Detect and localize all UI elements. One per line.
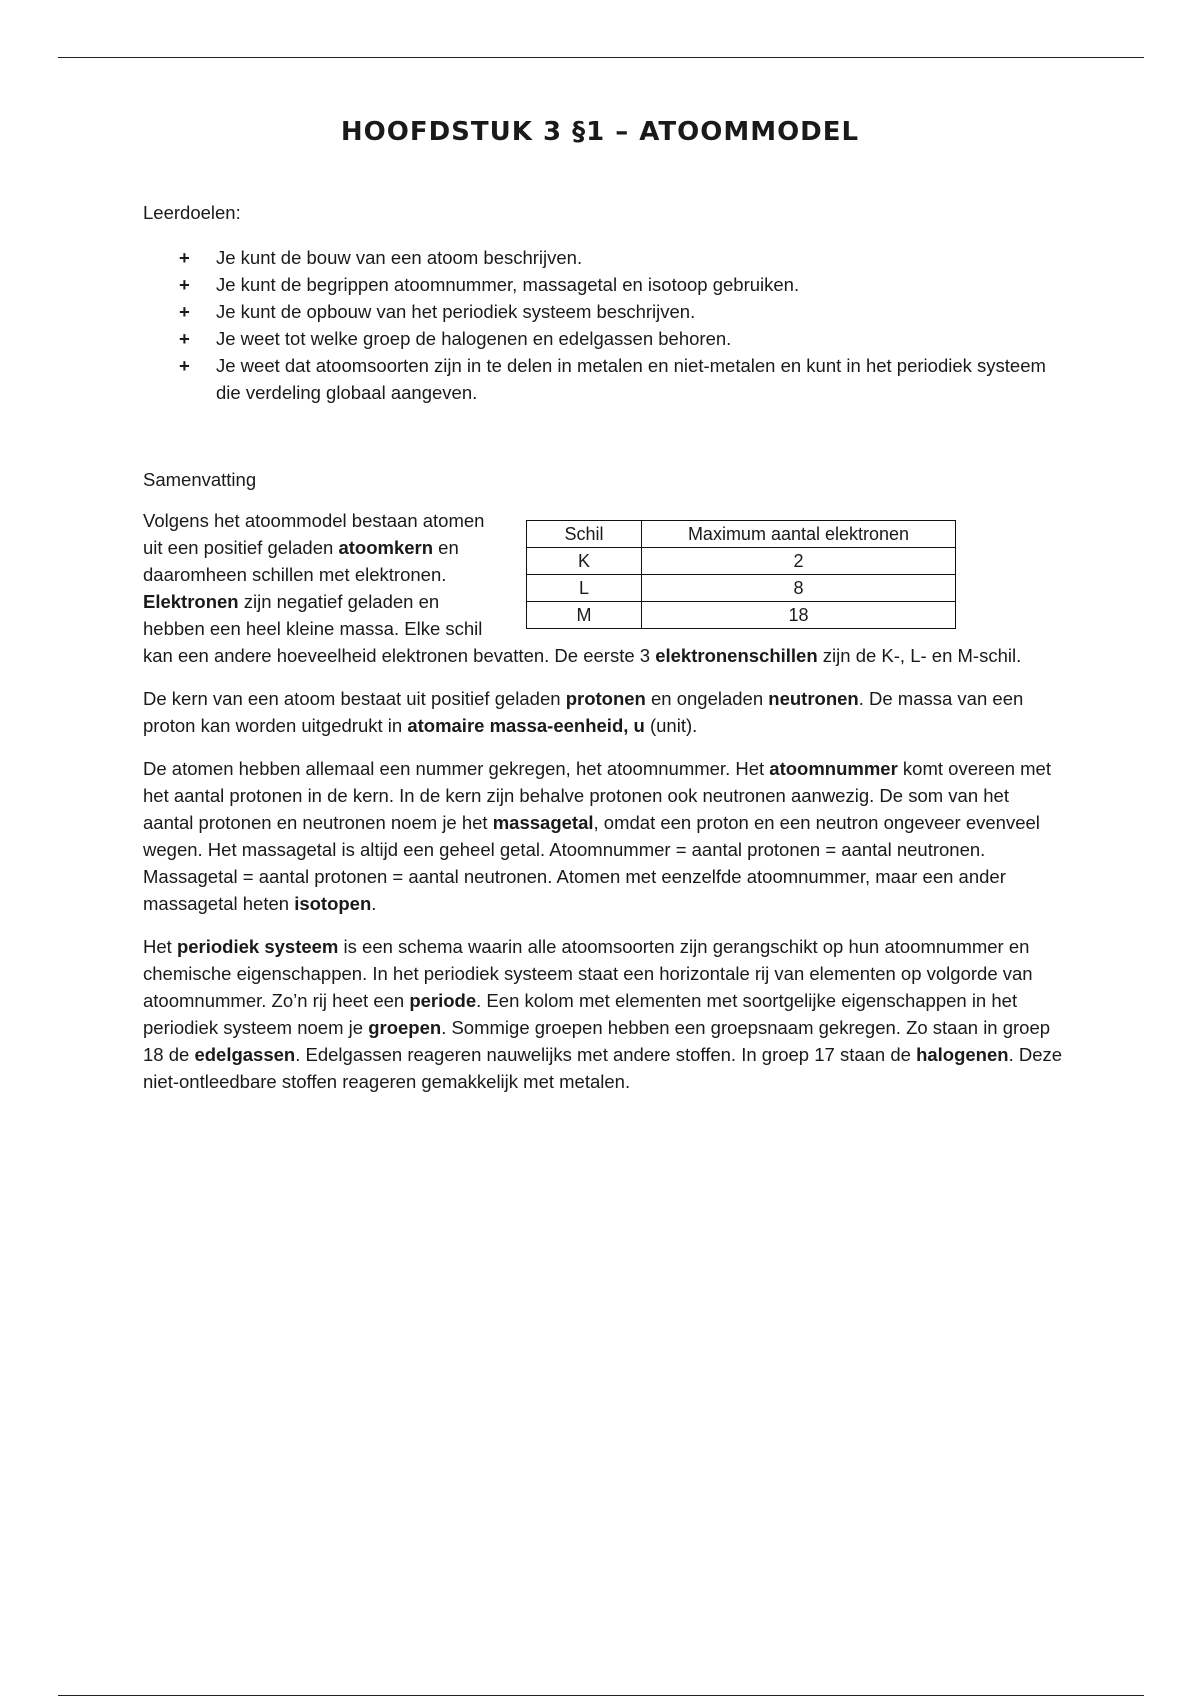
table-row: [527, 602, 956, 629]
paragraph-nucleus: De kern van een atoom bestaat uit positief geladen protonen en ongeladen neutronen. De massa van een proton kan worden uitgedrukt in atomaire massa-eenheid, u (unit).: [143, 688, 1024, 736]
electron-shell-table: [526, 520, 956, 629]
term-isotopen: isotopen: [294, 893, 372, 914]
table-cell: M: [527, 602, 642, 629]
plus-bullet-icon: +: [179, 328, 190, 349]
table-cell: K: [527, 548, 642, 575]
term-atoomnummer: atoomnummer: [769, 758, 898, 779]
table-header-cell: Schil: [527, 521, 642, 548]
page-title: HOOFDSTUK 3 §1 – ATOOMMODEL: [340, 117, 860, 147]
term-protonen: protonen: [565, 688, 646, 709]
paragraph-periodiek-systeem: Het periodiek systeem is een schema waarin alle atoomsoorten zijn gerangschikt op hun atoomnummer en chemische eigenschappen. In het periodiek systeem staat een horizontale rij van elementen op volgorde van atoomnummer. Zo’n rij heet een periode. Een kolom met elementen met soortgelijke eigenschappen in het periodiek systeem noem je groepen. Sommige groepen hebben een groepsnaam gekregen. Zo staan in groep 18 de edelgassen. Edelgassen reageren nauwelijks met andere stoffen. In groep 17 staan de halogenen. Deze niet-ontleedbare stoffen reageren gemakkelijk met metalen.: [143, 936, 1063, 1092]
top-rule: [58, 57, 1144, 58]
table-cell: 8: [642, 575, 956, 602]
table-row: [527, 548, 956, 575]
goals-heading: Leerdoelen:: [143, 202, 241, 223]
term-massagetal: massagetal: [492, 812, 594, 833]
list-item: + Je weet dat atoomsoorten zijn in te delen in metalen en niet-metalen en kunt in het periodiek systeem die verdeling globaal aangeven.: [143, 352, 1063, 406]
term-elektronenschillen: elektronenschillen: [655, 645, 818, 666]
list-item: + Je kunt de bouw van een atoom beschrijven.: [143, 244, 1063, 271]
paragraph-atoomnummer: De atomen hebben allemaal een nummer gekregen, het atoomnummer. Het atoomnummer komt overeen met het aantal protonen in de kern. In de kern zijn behalve protonen ook neutronen aanwezig. De som van het aantal protonen en neutronen noem je het massagetal, omdat een proton en een neutron ongeveer evenveel wegen. Het massagetal is altijd een geheel getal. Atoomnummer = aantal protonen = aantal neutronen. Massagetal = aantal protonen = aantal neutronen. Atomen met eenzelfde atoomnummer, maar een ander massagetal heten isotopen.: [143, 758, 1051, 914]
term-groepen: groepen: [368, 1017, 442, 1038]
term-periode: periode: [409, 990, 477, 1011]
plus-bullet-icon: +: [179, 274, 190, 295]
list-item: + Je kunt de opbouw van het periodiek systeem beschrijven.: [143, 298, 1063, 325]
document-body: [143, 199, 1063, 1095]
table-cell: L: [527, 575, 642, 602]
table-header-cell: Maximum aantal elektronen: [642, 521, 956, 548]
summary-heading: Samenvatting: [143, 469, 257, 490]
plus-bullet-icon: +: [179, 355, 190, 376]
table-row: [527, 575, 956, 602]
term-atoomkern: atoomkern: [338, 537, 434, 558]
intro-paragraph: Schil Maximum aantal elektronen K 2 L 8 M 18 Volgens het atoommodel bestaan atomen uit een positief geladen atoomkern en daaromheen schillen met elektronen. Elektronen zijn negatief geladen en hebben een heel kleine massa. Elke schil kan een andere hoeveelheid elektronen bevatten. De eerste 3 elektronenschillen zijn de K-, L- en M-schil.: [143, 510, 1022, 666]
plus-bullet-icon: +: [179, 247, 190, 268]
term-halogenen: halogenen: [916, 1044, 1009, 1065]
term-elektronen: Elektronen: [143, 591, 239, 612]
bottom-rule: [58, 1695, 1144, 1696]
plus-bullet-icon: +: [179, 301, 190, 322]
table-cell: 18: [642, 602, 956, 629]
table-cell: 2: [642, 548, 956, 575]
table-header-row: [527, 521, 956, 548]
term-neutronen: neutronen: [768, 688, 859, 709]
term-atomaire-massa-eenheid: atomaire massa-eenheid, u: [407, 715, 645, 736]
list-item: + Je weet tot welke groep de halogenen en edelgassen behoren.: [143, 325, 1063, 352]
list-item: + Je kunt de begrippen atoomnummer, massagetal en isotoop gebruiken.: [143, 271, 1063, 298]
term-edelgassen: edelgassen: [194, 1044, 296, 1065]
term-periodiek-systeem: periodiek systeem: [176, 936, 339, 957]
goals-list: [143, 244, 1063, 406]
